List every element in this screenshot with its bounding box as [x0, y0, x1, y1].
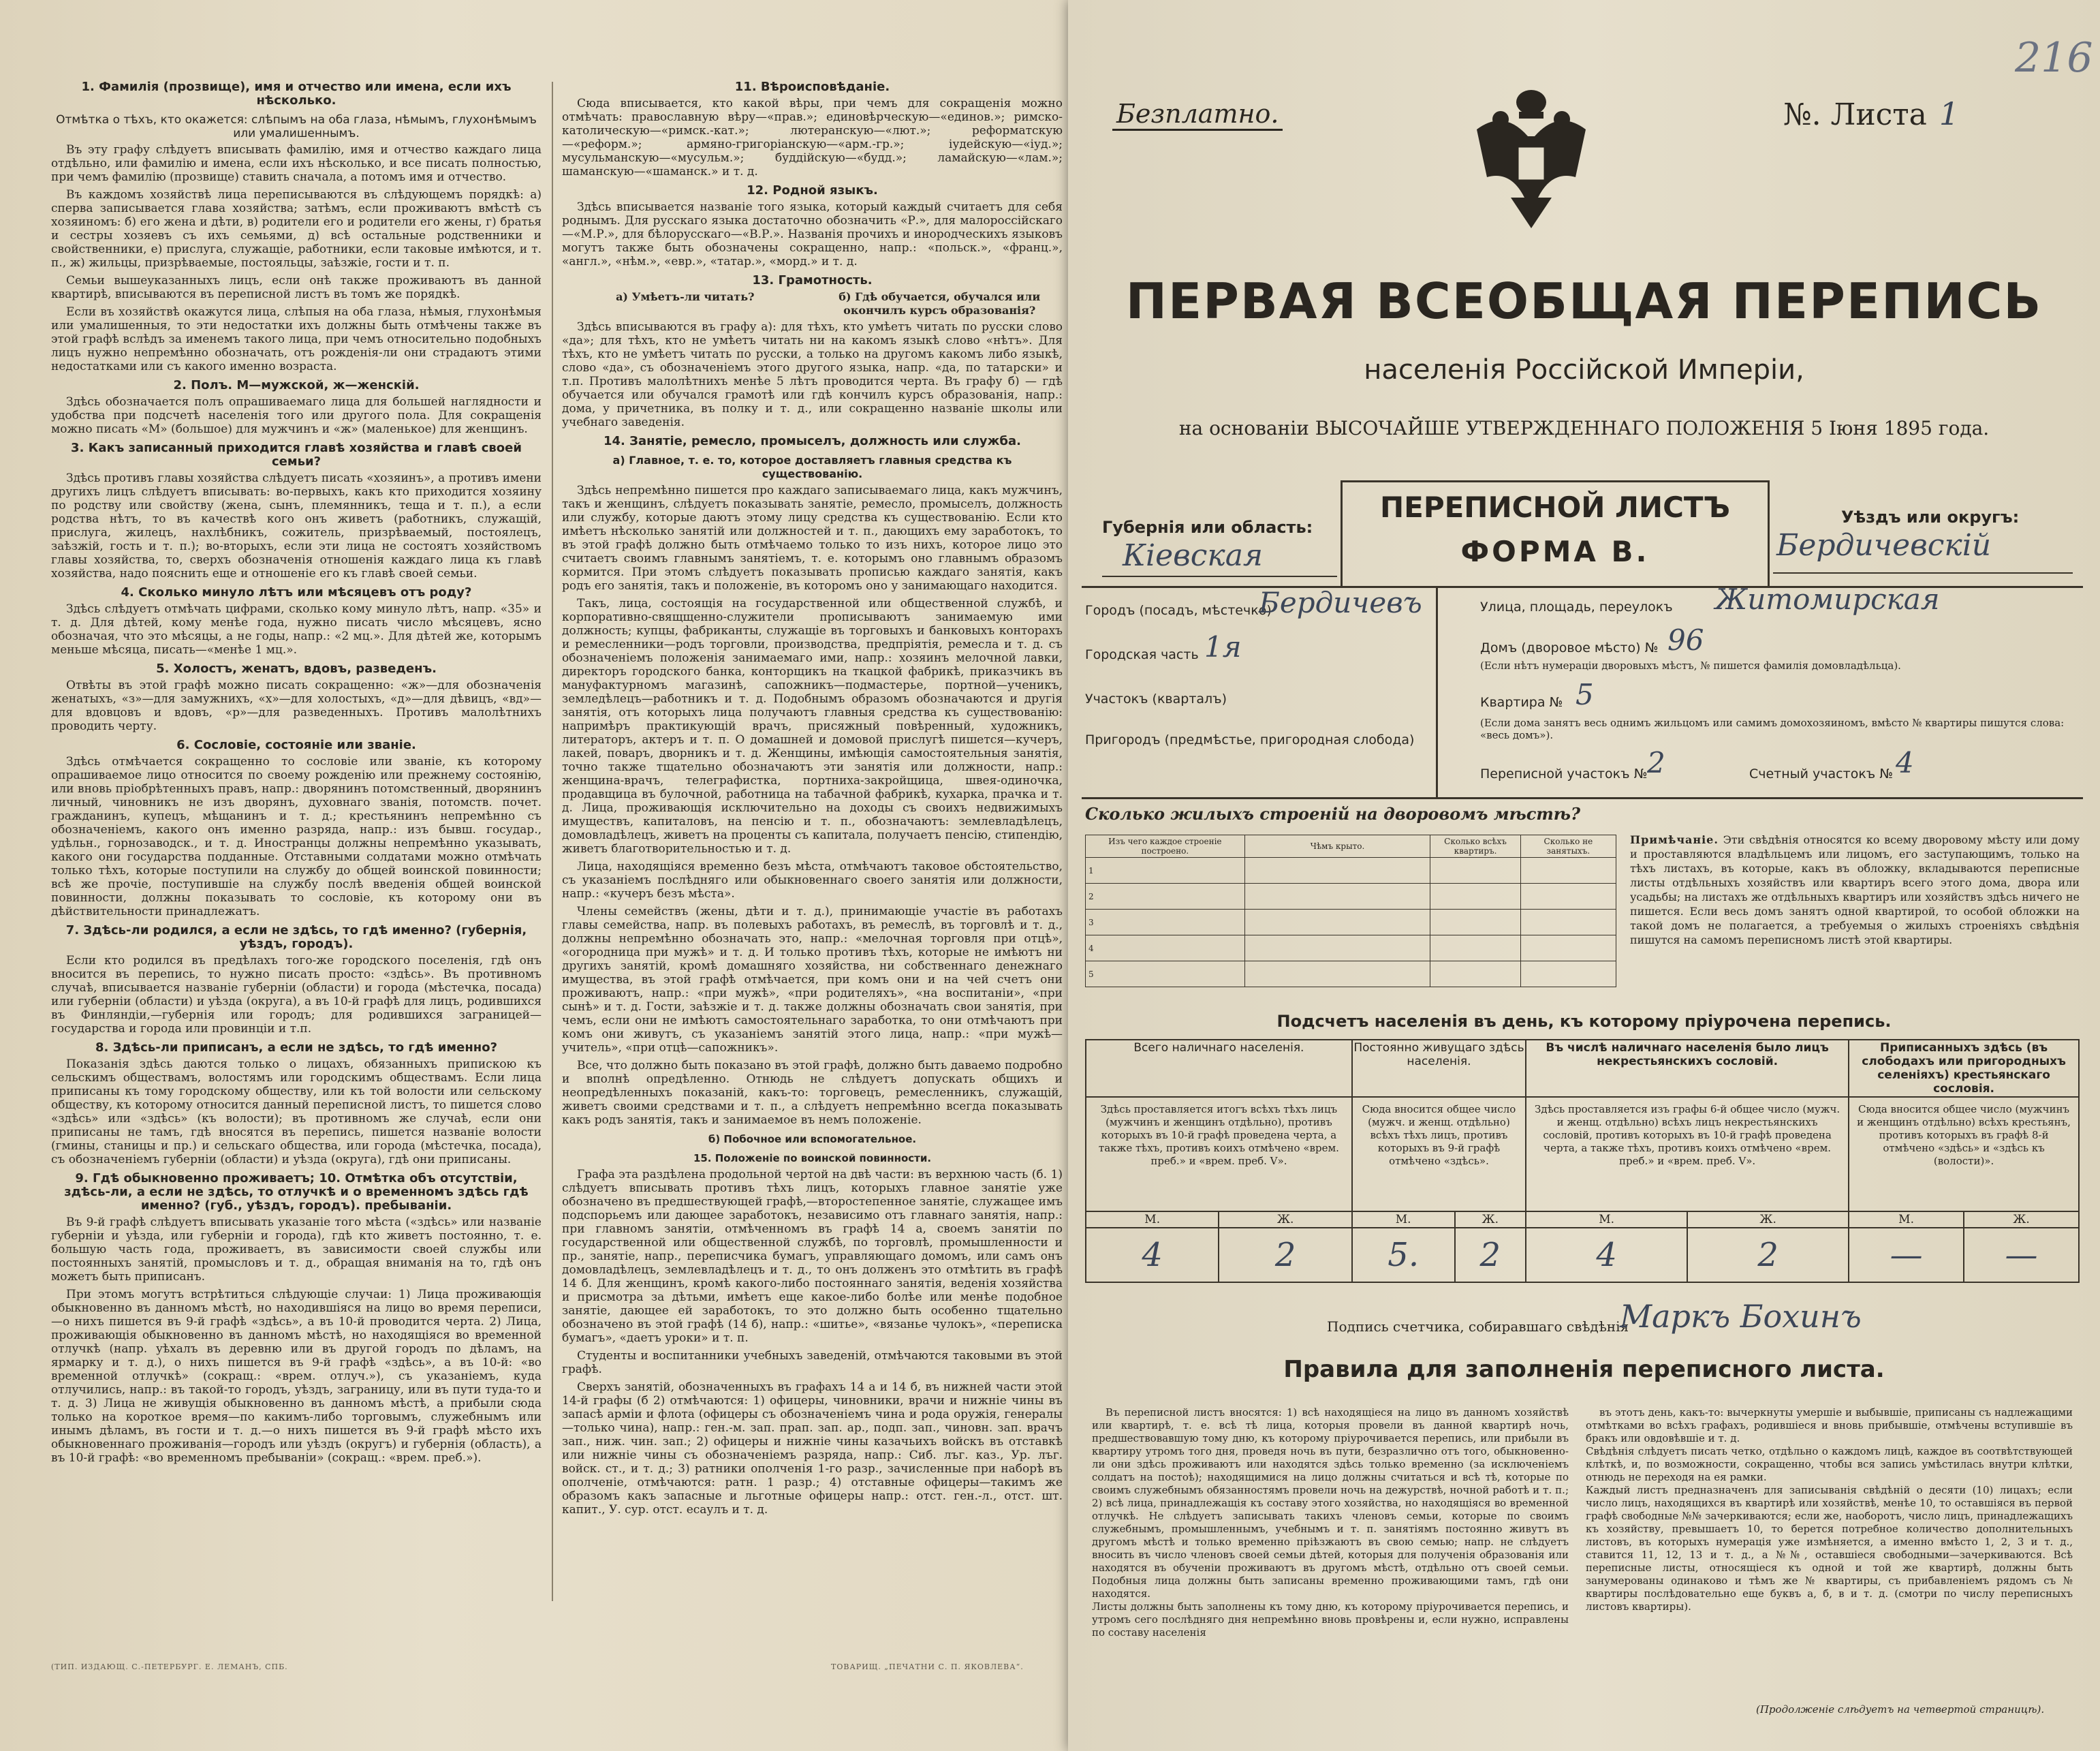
legal-basis: на основаніи ВЫСОЧАЙШЕ УТВЕРЖДЕННАГО ПОЛОЖЕНІЯ 5 Іюня 1895 года.	[1178, 417, 1990, 439]
paragraph: Въ эту графу слѣдуетъ вписывать фамилію, имя и отчество каждаго лица отдѣльно, или фамилію и имена, если ихъ нѣсколько, и все писать полностью, при чемъ фамилію (прозвище) ставить сначала, а потомъ имя и отчество.	[51, 143, 542, 184]
paragraph: Такъ, лица, состоящія на государственной или общественной службѣ, и корпоративно-свящщенно-служители прописываютъ занимаемую ими должность; купцы, фабриканты, служащіе въ торговыхъ и банковыхъ конторахъ и ремесленники—родъ торговли, производства, предпріятія, ремесла и т. д. съ обозначеніемъ положенія занимаемаго ими, напр.: хозяинъ мелочной лавки, директоръ городского банка, конторщикъ на ткацкой фабрикѣ, приказчикъ въ мануфактурномъ магазинѣ, сапожникъ—подмастерье, портной—ученикъ, земледѣлецъ—работникъ и т. д. Подобнымъ образомъ обозначаются и другія занятія, отъ которыхъ лица получаютъ главныя средства къ существованію: напримѣръ практикующій врачъ, присяжный повѣренный, художникъ, литераторъ, актеръ и т. п. О домашней и домовой прислугѣ пишется—кучеръ, лакей, поваръ, дворникъ и т. д. Женщины, имѣющія самостоятельныя занятія, точно также тщательно обозначаютъ эти занятія или должности, напр.: женщина-врачъ, телеграфистка, портниха-закройщица, швея-одиночка, продавщица въ булочной, работница на табачной фабрикѣ, кухарка, прачка и т. д. Лица, проживающія исключительно на доходы съ своихъ недвижимыхъ имуществъ, капиталовъ, на пенсію и т. п., обозначаютъ: землевладѣлецъ, домовладѣлецъ, живетъ на проценты съ капитала, получаетъ пенсію, стипендію, живетъ благотворительностью и т. д.	[562, 597, 1063, 856]
rules-column-left	[1092, 1393, 1569, 1714]
male-label: М.	[1526, 1211, 1687, 1228]
table-row	[1086, 884, 1616, 910]
section-4-heading: 4. Сколько минуло лѣтъ или мѣсяцевъ отъ роду?	[121, 585, 472, 600]
archive-folio-number: 216	[2015, 34, 2093, 82]
section-13-heading: 13. Грамотность.	[752, 273, 873, 288]
instructions-column-1	[51, 75, 542, 1608]
buildings-table	[1085, 835, 1616, 987]
female-label: Ж.	[1455, 1211, 1526, 1228]
count-value: 5.	[1352, 1228, 1455, 1282]
section-7-heading: 7. Здѣсь-ли родился, а если не здѣсь, то гдѣ именно? (губернія, уѣздъ, городъ).	[65, 923, 527, 951]
female-label: Ж.	[1687, 1211, 1849, 1228]
uezd-value: Бердичевскій	[1776, 528, 1992, 563]
rules-text: въ этотъ день, какъ-то: вычеркнуты умершіе и выбывшіе, приписаны съ надлежащими отмѣтками во всѣхъ графахъ, родившіеся и вновь прибывшіе, отмѣчены вступившіе въ бракъ или овдовѣвшіе и т. д. Свѣдѣнія слѣдуетъ писать четко, отдѣльно о каждомъ лицѣ, каждое въ соотвѣтствующей клѣткѣ, и, по возможности, сокращенно, чтобы вся запись умѣстилась внутри клѣтки, отнюдь не переходя на ея рамки. Каждый листъ предназначенъ для записыванія свѣдѣній о десяти (10) лицахъ; если число лицъ, находящихся въ квартирѣ или хозяйствѣ, менѣе 10, то оставшіяся въ первой графѣ свободные №№ зачеркиваются; если же, наоборотъ, число лицъ, принадлежащихъ къ хозяйству, превышаетъ 10, то берется потребное количество дополнительныхъ листовъ, въ которыхъ нумерація уже измѣняется, а именно вмѣсто 1, 2, 3 и т. д., ставится 11, 12, 13 и т. д., а №№, оставшіеся свободными—зачеркиваются. Всѣ переписные листы, относящіеся къ одной и той же квартирѣ, должны быть занумерованы одинаково и тѣмъ же № квартиры, съ прибавленіемъ рядомъ съ № квартиры послѣдовательно еще буквъ а, б, в и т. д. (смотри по числу переписныхъ листовъ квартиры).	[1586, 1406, 2073, 1613]
city-part-value: 1я	[1204, 630, 1242, 664]
table-header: Чѣмъ крыто.	[1244, 835, 1430, 858]
count-value: 2	[1455, 1228, 1526, 1282]
paragraph: Здѣсь обозначается полъ опрашиваемаго лица для большей наглядности и удобства при подсчетѣ населенія того или другого пола. Для сокращенія можно писать «М» (большое) для мужчинъ и «ж» (маленькое) для женщинъ.	[51, 395, 542, 436]
flat-label: Квартира №	[1480, 695, 1563, 710]
section-5-heading: 5. Холостъ, женатъ, вдовъ, разведенъ.	[156, 662, 437, 676]
section-11-heading: 11. Вѣроисповѣданіе.	[734, 80, 890, 94]
paragraph: Здѣсь противъ главы хозяйства слѣдуетъ писать «хозяинъ», а противъ имени другихъ лицъ слѣдуетъ вписывать: во-первыхъ, какъ кто приходится хозяину по родству или свойству (жена, сынъ, племянникъ, теща и т. п.), а если родства нѣтъ, то въ качествѣ кого онъ живетъ (работникъ, служащій, прислуга, жилецъ, нахлѣбникъ, сожитель, призрѣваемый, постоялецъ, заѣзжій, гость и т. п.); во-вторыхъ, если эти лица не состоятъ хозяйствомъ главы хозяйства, то, сверхъ обозначенія отношенія каждаго лица къ главѣ хозяйства, надо пояснить еще и отношеніе его къ главѣ своей семьи.	[51, 471, 542, 580]
section-13b-heading: б) Гдѣ обучается, обучался или окончилъ курсъ образованія?	[839, 290, 1041, 317]
row-number: 1	[1086, 858, 1245, 884]
count-header-row	[1086, 1040, 2079, 1097]
signature-label: Подпись счетчика, собиравшаго свѣдѣнія	[1327, 1318, 1629, 1335]
sheet-number-text: №. Листа	[1783, 97, 1927, 132]
city-part-label: Городская часть	[1085, 647, 1199, 662]
paragraph: Показанія здѣсь даются только о лицахъ, обязанныхъ припискою къ сельскимъ обществамъ, волостямъ или городскимъ обществамъ. Если лица приписаны къ тому городскому обществу, или къ той волости или сельскому обществу, къ которому относится данный переписной листъ, то пишется слово «здѣсь» или «здѣсь» (къ волости); въ противномъ же случаѣ, если они приписаны не тамъ, гдѣ вносятся въ перепись, пишется названіе волости (гмины, станицы и пр.) и сельскаго общества, или города (мѣстечка, посада), съ обозначеніемъ губерніи (области) и уѣзда (округа), гдѣ они приписаны.	[51, 1057, 542, 1166]
count-col-desc: Здѣсь проставляется изъ графы 6-й общее число (мужч. и женщ. отдѣльно) всѣхъ лицъ некрестьянскихъ сословій, противъ которыхъ въ 10-й графѣ проведена черта, а также тѣхъ, противъ коихъ отмѣчено «врем. преб.» и «врем. преб. V».	[1526, 1097, 1849, 1211]
sheet-number-label	[1783, 95, 1959, 132]
paragraph: Лица, находящіяся временно безъ мѣста, отмѣчаютъ таковое обстоятельство, съ указаніемъ послѣдняго или обыкновеннаго своего занятія или должности, напр.: «кучеръ безъ мѣста».	[562, 860, 1063, 901]
paragraph: Если въ хозяйствѣ окажутся лица, слѣпыя на оба глаза, нѣмыя, глухонѣмыя или умалишенныя, то эти недостатки ихъ должны быть отмѣчены также въ этой графѣ вслѣдъ за именемъ такого лица, при чемъ относительно подобныхъ лицъ нужно непремѣнно обозначать, отъ рожденія-ли они страдаютъ этими недостатками или съ какого именно возраста.	[51, 305, 542, 373]
city-value: Бердичевъ	[1259, 586, 1422, 619]
street-label: Улица, площадь, переулокъ	[1480, 600, 1673, 615]
count-col-desc: Здѣсь проставляется итогъ всѣхъ тѣхъ лицъ (мужчинъ и женщинъ отдѣльно), противъ которыхъ въ 10-й графѣ проведена черта, а также тѣхъ, противъ коихъ отмѣчено «врем. преб.» и «врем. преб. V».	[1086, 1097, 1352, 1211]
count-value: —	[1964, 1228, 2079, 1282]
paragraph: Члены семействъ (жены, дѣти и т. д.), принимающіе участіе въ работахъ главы семейства, напр. въ полевыхъ работахъ, въ ремеслѣ, въ торговлѣ и т. д., должны непремѣнно обозначать это, напр.: «мелочная торговля при отцѣ», «огородница при мужѣ» и т. д. И только противъ тѣхъ, которые не имѣютъ ни другихъ занятій, кромѣ домашняго хозяйства, ни собственнаго денежнаго имущества, въ этой графѣ отмѣчается, при комъ они и на чей счетъ они проживаютъ, напр.: «при мужѣ», «при родителяхъ», «на воспитаніи», «при сынѣ» и т. д. Гости, заѣзжіе и т. д. также должны обозначать свои занятія, при чемъ, если они не имѣютъ самостоятельнаго заработка, то они отмѣчаютъ при комъ они живутъ, съ указаніемъ занятій этого лица, напр.: «при мужѣ—учитель», «при отцѣ—сапожникъ».	[562, 905, 1063, 1055]
count-value: 4	[1086, 1228, 1219, 1282]
paragraph: Здѣсь слѣдуетъ отмѣчать цифрами, сколько кому минуло лѣтъ, напр. «35» и т. д. Для дѣтей, кому менѣе года, нужно писать число мѣсяцевъ, ясно обозначая, что это мѣсяцы, а не годы, напр.: «2 мц.». Для дѣтей же, которымъ меньше мѣсяца, писать—«менѣе 1 мц.».	[51, 602, 542, 657]
printer-imprint-left: (ТИП. ИЗДАЮЩ. С.-ПЕТЕРБУРГ. Е. ЛЕМАНЪ, СПБ.	[51, 1662, 288, 1671]
section-3-heading: 3. Какъ записанный приходится главѣ хозяйства и главѣ своей семьи?	[71, 441, 522, 469]
imperial-eagle-emblem	[1463, 82, 1599, 238]
paragraph: Графа эта раздѣлена продольной чертой на двѣ части: въ верхнюю часть (б. 1) слѣдуетъ вписывать противъ тѣхъ лицъ, которыхъ главное занятіе уже обозначено въ предшествующей графѣ,—второстепенное занятіе, служащее имъ подспорьемъ или дающее заработокъ, независимо отъ главнаго занятія, напр.: при главномъ занятіи, отмѣченномъ въ графѣ 14 а, своемъ занятіи по государственной или общественной службѣ, по торговлѣ, промышленности и пр., занятіе, напр., переписчика бумагъ, управляющаго домомъ, или самъ онъ домовладѣлецъ, землевладѣлецъ и т. д., то онъ долженъ это отмѣтить въ графѣ 14 б. Для женщинъ, кромѣ какого-либо постояннаго занятія, веденія хозяйства и присмотра за дѣтьми, имѣетъ еще какое-либо болѣе или менѣе подобное занятіе, дающее ей заработокъ, то это должно быть особенно тщательно обозначено въ этой графѣ (14 б), напр.: «шитье», «вязанье чулокъ», «переписка бумагъ», «даетъ уроки» и т. п.	[562, 1168, 1063, 1345]
address-box-divider	[1436, 586, 1438, 797]
paragraph: Семьи вышеуказанныхъ лицъ, если онѣ также проживаютъ въ данной квартирѣ, вписываются въ переписной листъ въ томъ же порядкѣ.	[51, 274, 542, 301]
count-desc-row	[1086, 1097, 2079, 1211]
gubernia-underline	[1102, 576, 1337, 577]
sheet-number-value: 1	[1939, 95, 1960, 132]
count-value-row	[1086, 1228, 2079, 1282]
note-label: Примѣчаніе.	[1630, 833, 1719, 846]
table-row	[1086, 858, 1616, 884]
count-value: 2	[1219, 1228, 1351, 1282]
paragraph: Все, что должно быть показано въ этой графѣ, должно быть даваемо подробно и вполнѣ опредѣленно. Отнюдь не слѣдуетъ допускать общихъ и неопредѣленныхъ показаній, какъ-то: торговецъ, ремесленникъ, служащій, живетъ своими средствами и т. п., а слѣдуетъ непремѣнно всегда показывать какъ родъ занятія, такъ и занимаемое въ немъ положеніе.	[562, 1059, 1063, 1127]
section-13a-heading: а) Умѣетъ-ли читать?	[616, 290, 755, 303]
paragraph: Сюда вписывается, кто какой вѣры, при чемъ для сокращенія можно отмѣчать: православную вѣру—«прав.»; единовѣрческую—«единов.»; римско-католическую—«римск.-кат.»; лютеранскую—«лют.»; реформатскую—«реформ.»; армяно-григоріанскую—«арм.-гр.»; іудейскую—«іуд.»; мусульманскую—«мусульм.»; буддійскую—«будд.»; ламайскую—«лам.»; шаманскую—«шаманск.» и т. д.	[562, 97, 1063, 179]
section-1-subheading: Отмѣтка о тѣхъ, кто окажется: слѣпымъ на оба глаза, нѣмымъ, глухонѣмымъ или умалишеннымъ.	[56, 113, 537, 140]
rules-continuation: (Продолженіе слѣдуетъ на четвертой страницѣ).	[1756, 1703, 2045, 1716]
count-col-head: Всего наличнаго населенія.	[1086, 1040, 1352, 1097]
row-number: 2	[1086, 884, 1245, 910]
form-letter: ФОРМА В.	[1460, 535, 1650, 568]
census-form-page	[1068, 0, 2100, 1751]
section-13-subheads	[562, 290, 1063, 317]
count-value: 2	[1687, 1228, 1849, 1282]
section-9-heading: 9. Гдѣ обыкновенно проживаетъ; 10. Отмѣтка объ отсутствіи, здѣсь-ли, а если не здѣсь, то отлучкѣ и о временномъ здѣсь гдѣ именно? (губ., уѣздъ, городъ). пребываніи.	[64, 1171, 529, 1213]
house-value: 96	[1667, 623, 1704, 657]
section-6-heading: 6. Сословіе, состояніе или званіе.	[176, 738, 416, 752]
note-text: Эти свѣдѣнія относятся ко всему дворовому мѣсту или дому и проставляются владѣльцемъ или лицомъ, его заступающимъ, только на тѣхъ листахъ, въ которые, какъ въ обложку, вкладываются переписные листы отдѣльныхъ хозяйствъ или квартиръ всего этого дома, двора или усадьбы; на листахъ же отдѣльныхъ квартиръ или хозяйствъ здѣсь ничего не пишется. Если весь домъ занятъ одной квартирой, то особой обложки на такой домъ не полагается, а требуемыя о жилыхъ строеніяхъ свѣдѣнія пишутся на самомъ переписномъ листѣ этой квартиры.	[1630, 833, 2080, 946]
section-14-heading: 14. Занятіе, ремесло, промыселъ, должность или служба.	[604, 434, 1021, 448]
count-col-desc: Сюда вносится общее число (мужч. и женщ. отдѣльно) всѣхъ тѣхъ лицъ, противъ которыхъ въ 9-й графѣ отмѣчено «здѣсь».	[1352, 1097, 1526, 1211]
male-label: М.	[1086, 1211, 1219, 1228]
paragraph: Въ каждомъ хозяйствѣ лица переписываются въ слѣдующемъ порядкѣ: а) сперва записывается глава хозяйства; затѣмъ, если проживаютъ вмѣстѣ съ хозяиномъ: б) его жена и дѣти, в) родители его и родители его жены, г) братья и сестры хозяевъ съ ихъ семьями, д) всѣ остальные родственники и свойственники, е) прислуга, служащіе, работники, если таковые имѣются, и т. п., ж) жильцы, призрѣваемые, постояльцы, заѣзжіе, гости и т. п.	[51, 188, 542, 270]
section-12-heading: 12. Родной языкъ.	[747, 183, 878, 198]
row-number: 5	[1086, 961, 1245, 987]
count-col-head: Въ числѣ наличнаго населенія было лицъ некрестьянскихъ сословій.	[1526, 1040, 1849, 1097]
counter-plot-value: 4	[1896, 746, 1914, 779]
paragraph: Отвѣты въ этой графѣ можно писать сокращенно: «ж»—для обозначенія женатыхъ, «з»—для замужнихъ, «х»—для холостыхъ, «д»—для дѣвицъ, «вд»—для вдовцовъ и вдовъ, «р»—для разведенныхъ. Противъ малолѣтнихъ проводить черту.	[51, 679, 542, 733]
header-box-top	[1341, 480, 1770, 482]
row-number: 3	[1086, 910, 1245, 935]
table-header: Сколько всѣхъ квартиръ.	[1430, 835, 1520, 858]
section-15-heading: 15. Положеніе по воинской повинности.	[693, 1152, 932, 1164]
census-plot-label: Переписной участокъ №	[1480, 766, 1648, 781]
gubernia-label: Губернія или область:	[1102, 518, 1313, 537]
paragraph: Въ 9-й графѣ слѣдуетъ вписывать указаніе того мѣста («здѣсь» или названіе губерніи и уѣзда, или губерніи и города), гдѣ кто живетъ постоянно, т. е. большую часть года, проживаетъ, въ зависимости своей службы или постоянныхъ занятій, промысловъ и т. д., обращая вниманія на то, гдѣ онъ можетъ быть приписанъ.	[51, 1215, 542, 1284]
census-title: ПЕРВАЯ ВСЕОБЩАЯ ПЕРЕПИСЬ	[1125, 273, 2043, 330]
counter-signature: Маркъ Бохинъ	[1620, 1298, 1862, 1335]
uezd-label: Уѣздъ или округъ:	[1841, 508, 2020, 527]
suburb-label: Пригородъ (предмѣстье, пригородная слобода)	[1085, 732, 1415, 747]
table-header: Сколько не занятыхъ.	[1520, 835, 1616, 858]
address-box-bottom	[1082, 797, 2083, 799]
column-divider	[552, 82, 553, 1601]
female-label: Ж.	[1964, 1211, 2079, 1228]
count-mf-row	[1086, 1211, 2079, 1228]
count-col-head: Приписанныхъ здѣсь (въ слободахъ или пригородныхъ селеніяхъ) крестьянскаго сословія.	[1849, 1040, 2079, 1097]
count-col-head: Постоянно живущаго здѣсь населенія.	[1352, 1040, 1526, 1097]
section-14a-heading: а) Главное, т. е. то, которое доставляетъ главныя средства къ существованію.	[612, 454, 1012, 480]
table-row	[1086, 935, 1616, 961]
count-value: —	[1849, 1228, 1964, 1282]
male-label: М.	[1849, 1211, 1964, 1228]
gubernia-value: Кіевская	[1123, 538, 1264, 573]
free-label: Безплатно.	[1112, 99, 1283, 131]
rules-text: Въ переписной листъ вносятся: 1) всѣ находящіеся на лицо въ данномъ хозяйствѣ или квартирѣ, т. е. всѣ тѣ лица, которыя провели въ данной квартирѣ ночь, предшествовавшую тому дню, къ которому пріурочивается перепись, или прибыли въ квартиру утромъ того дня, проведя ночь въ пути, безразлично отъ того, обыкновенно-ли они здѣсь проживаютъ или находятся здѣсь только временно (за исключеніемъ солдатъ на постоѣ); находящимися на лицо должны считаться и всѣ тѣ, которые по своимъ служебнымъ обязанностямъ провели ночь на дежурствѣ, ночной работѣ и т. п.; 2) всѣ лица, принадлежащія къ составу этого хозяйства, но находящіяся во временной отлучкѣ. Не слѣдуетъ записывать такихъ членовъ семьи, которые по своимъ служебнымъ, промышленнымъ, учебнымъ и т. п. занятіямъ постоянно живутъ въ другомъ мѣстѣ и только временно пріѣзжаютъ въ свою семью; напр. не слѣдуетъ вносить въ число членовъ своей семьи дѣтей, которыя для полученія образованія или находятся въ обученіи проживаютъ въ другомъ мѣстѣ, отдѣльно отъ своей семьи. Подобныя лица должны быть записаны временно проживающими тамъ, гдѣ они находятся. Листы должны быть заполнены къ тому дню, къ которому пріурочивается перепись, и утромъ сего послѣдняго дня непремѣнно вновь провѣрены и, если нужно, исправлены по составу населенія	[1092, 1406, 1569, 1639]
rules-column-right	[1586, 1393, 2073, 1693]
row-number: 4	[1086, 935, 1245, 961]
paragraph: При этомъ могутъ встрѣтиться слѣдующіе случаи: 1) Лица проживающія обыкновенно въ данномъ мѣстѣ, но находившіяся на лицо во время переписи,—о нихъ пишется въ 9-й графѣ «здѣсь», а въ 10-й проводится черта. 2) Лица, проживающія обыкновенно въ данномъ мѣстѣ, но находящіяся во временной отлучкѣ (напр. уѣхалъ въ деревню или въ другой городъ по дѣламъ, на ярмарку и т. д.), о нихъ пишется въ 9-й графѣ «здѣсь», а въ 10-й: «во временной отлучкѣ» (сокращ.: «врем. отлуч.»), съ указаніемъ, куда отлучились, напр.: въ такой-то городъ, уѣздъ, заграницу, или въ пути туда-то и т. д. 3) Лица не живущія обыкновенно въ данномъ мѣстѣ, а прибыли сюда только на короткое время—по какимъ-либо торговымъ, служебнымъ или инымъ дѣламъ, въ гости и т. д.—о нихъ пишется въ 9-й графѣ мѣсто ихъ обыкновеннаго проживанія—городъ или уѣздъ (округъ) и губернія (область), а въ 10-й графѣ: «во временномъ пребываніи» (сокращ.: «врем. преб.»).	[51, 1288, 542, 1465]
instructions-column-2	[562, 75, 1063, 1608]
census-plot-value: 2	[1647, 746, 1665, 779]
section-8-heading: 8. Здѣсь-ли приписанъ, а если не здѣсь, то гдѣ именно?	[95, 1040, 498, 1055]
flat-note: (Если дома занятъ весь однимъ жильцомъ или самимъ домохозяиномъ, вмѣсто № квартиры пишутся слова: «весь домъ»).	[1480, 717, 2065, 741]
plot-label: Участокъ (кварталъ)	[1085, 692, 1227, 707]
paragraph: Здѣсь вписываются въ графу а): для тѣхъ, кто умѣетъ читать по русски слово «да»; для тѣхъ, кто не умѣетъ читать ни на какомъ языкѣ слово «нѣтъ». Для тѣхъ, кто не умѣетъ читать по русски, а только на другомъ какомъ либо языкѣ, слово «да», съ обозначеніемъ этого другого языка, напр. «да, по татарски» и т.п. Противъ малолѣтнихъ менѣе 5 лѣтъ проводится черта. Въ графу б) — гдѣ обучается или обучался грамотѣ или гдѣ кончилъ курсъ образованія, напр.: дома, у причетника, въ полку и т. д., или сокращенно названіе школы или учебнаго заведенія.	[562, 320, 1063, 429]
paragraph: Если кто родился въ предѣлахъ того-же городского поселенія, гдѣ онъ вносится въ перепись, то нужно писать просто: «здѣсь». Въ противномъ случаѣ, вписывается названіе губерніи (области) и города (мѣстечка, посада) или губерніи (области) и уѣзда (округа), а въ 10-й графѣ для лицъ, родившихся въ Финляндіи,—губернія или городъ; для родившихся заграницей—государства и города или провинціи и т.п.	[51, 954, 542, 1036]
note-block	[1630, 833, 2080, 947]
count-col-desc: Сюда вносится общее число (мужчинъ и женщинъ отдѣльно) всѣхъ крестьянъ, противъ которыхъ въ графѣ 8-й отмѣчено «здѣсь» и «здѣсь къ (волости)».	[1849, 1097, 2079, 1211]
house-note: (Если нѣтъ нумераціи дворовыхъ мѣстъ, № пишется фамилія домовладѣльца).	[1480, 660, 1901, 672]
census-subtitle: населенія Россійской Имперіи,	[1364, 354, 1804, 386]
male-label: М.	[1352, 1211, 1455, 1228]
rules-title: Правила для заполненія переписного листа.	[1283, 1356, 1885, 1383]
street-value: Житомирская	[1715, 583, 1940, 616]
printer-imprint-right: ТОВАРИЩ. „ПЕЧАТНИ С. П. ЯКОВЛЕВА“.	[831, 1662, 1024, 1671]
section-14b-heading: б) Побочное или вспомогательное.	[708, 1133, 917, 1145]
table-row	[1086, 961, 1616, 987]
female-label: Ж.	[1219, 1211, 1351, 1228]
count-value: 4	[1526, 1228, 1687, 1282]
buildings-table-header	[1086, 835, 1616, 858]
table-row	[1086, 910, 1616, 935]
buildings-question: Сколько жилыхъ строеній на дворовомъ мѣстѣ?	[1085, 804, 1581, 824]
count-title: Подсчетъ населенія въ день, къ которому пріурочена перепись.	[1276, 1012, 1892, 1031]
table-header: Изъ чего каждое строеніе построено.	[1086, 835, 1245, 858]
population-count-table	[1085, 1039, 2080, 1283]
paragraph: Здѣсь непремѣнно пишется про каждаго записываемаго лица, какъ мужчинъ, такъ и женщинъ, слѣдуетъ показывать занятіе, ремесло, промыселъ, должность или службу, которые даютъ этому лицу средства къ существованію. Если кто имѣетъ нѣсколько занятій или должностей и т. п., дающихъ ему заработокъ, то въ этой графѣ должно быть отмѣчаемо только то изъ нихъ, которое лицо это считаетъ своимъ главнымъ занятіемъ, т. е. которымъ оно главнымъ образомъ кормится. При этомъ слѣдуетъ показывать прописью каждаго занятія, какъ родъ его занятія, такъ и положеніе, въ которомъ оно у занимающаго находится.	[562, 484, 1063, 593]
house-label: Домъ (дворовое мѣсто) №	[1480, 640, 1659, 655]
sheet-title: ПЕРЕПИСНОЙ ЛИСТЪ	[1379, 491, 1731, 524]
flat-value: 5	[1576, 678, 1594, 711]
paragraph: Здѣсь вписывается названіе того языка, который каждый считаетъ для себя роднымъ. Для русскаго языка достаточно обозначить «Р.», для малороссійскаго—«М.Р.», для бѣлорусскаго—«В.Р.». Названія прочихъ и инородческихъ языковъ могутъ также быть обозначены сокращенно, напр.: «польск.», «франц.», «англ.», «нѣм.», «евр.», «татар.», «морд.» и т. д.	[562, 200, 1063, 268]
section-1-heading: 1. Фамилія (прозвище), имя и отчество или имена, если ихъ нѣсколько.	[81, 80, 512, 108]
counter-plot-label: Счетный участокъ №	[1749, 766, 1894, 781]
section-2-heading: 2. Полъ. М—мужской, ж—женскій.	[173, 378, 420, 392]
uezd-underline	[1773, 572, 2073, 574]
paragraph: Студенты и воспитанники учебныхъ заведеній, отмѣчаются таковыми въ этой графѣ.	[562, 1349, 1063, 1376]
paragraph: Сверхъ занятій, обозначенныхъ въ графахъ 14 а и 14 б, въ нижней части этой 14-й графы (б 2) отмѣчаются: 1) офицеры, чиновники, врачи и нижніе чины въ запасѣ арміи и флота (офицеры съ обозначеніемъ чина и рода оружія, генералы—только чина), напр.: ген.-м. зап. прап. зап. ар., подп. зап., чиновн. зап. врачъ зап., ниж. чин. зап.; 2) офицеры и нижніе чины казачьихъ войскъ въ отставкѣ или нижніе чины съ обозначеніемъ разряда, напр.: Сиб. лъг. каз., Ур. лъг. войск. ст., и т. д.; 3) ратники ополченія 1-го разр., зачисленные при наборѣ въ ополченіе, отмѣчаются: ратн. 1 разр.; 4) отставные офицеры—такимъ же образомъ какъ запасные и льготные офицеры напр.: отст. ген.-л., отст. шт. капит., У. сур. отст. есаулъ и т. д.	[562, 1380, 1063, 1517]
city-label: Городъ (посадъ, мѣстечко)	[1085, 603, 1272, 618]
paragraph: Здѣсь отмѣчается сокращенно то сословіе или званіе, къ которому опрашиваемое лицо относится по своему рожденію или прежнему состоянію, или вновь пріобрѣтенныхъ правъ, напр.: дворянинъ потомственный, дворянинъ личный, чиновникъ не изъ дворянъ, духовнаго званія, потомств. почет. гражданинъ, купецъ, мѣщанинъ и т. д.; крестьянинъ непремѣнно съ обозначеніемъ, какого онъ именно разряда, напр.: изъ бывш. государ., удѣльн., горнозаводск., и т. д. Иностранцы должны непремѣнно указывать, какого они государства подданные. Отставными солдатами можно отмѣчать только тѣхъ, которые поступили на службу до общей воинской повинности; всѣ же прочіе, поступившіе на службу послѣ введенія общей воинской повинности, должны показывать то сословіе, къ которому они въ дѣйствительности принадлежатъ.	[51, 755, 542, 918]
